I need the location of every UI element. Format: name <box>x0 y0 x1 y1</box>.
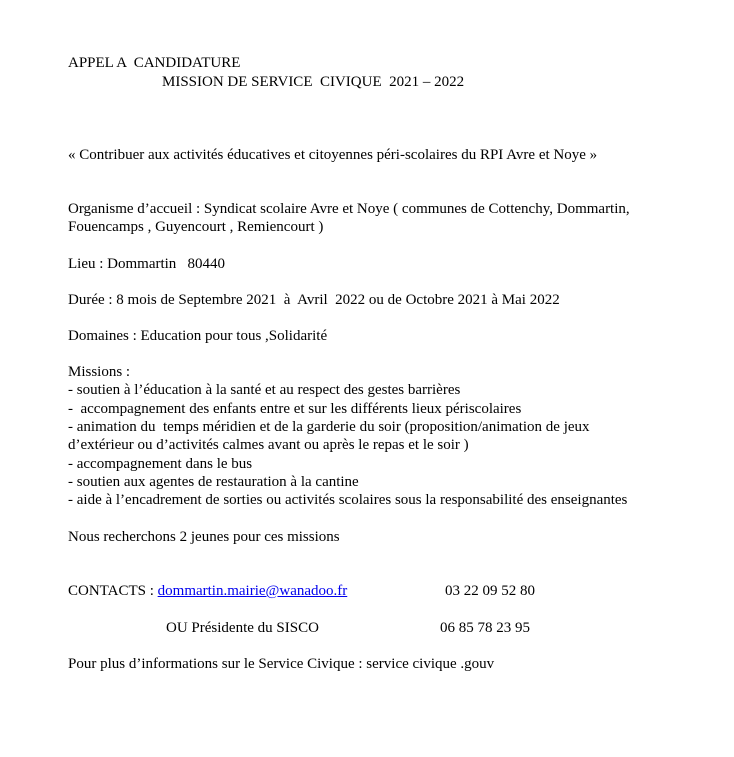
mission-item: - soutien aux agentes de restauration à la cantine <box>68 474 359 490</box>
domaines: Domaines : Education pour tous ,Solidarité <box>68 328 328 344</box>
header-subtitle: MISSION DE SERVICE CIVIQUE 2021 – 2022 <box>162 74 465 90</box>
mission-item: - accompagnement dans le bus <box>68 456 253 472</box>
contact-phone-2: 06 85 78 23 95 <box>440 620 530 636</box>
contacts-label: CONTACTS : <box>68 583 158 599</box>
intro-quote: « Contribuer aux activités éducatives et citoyennes péri-scolaires du RPI Avre et Noye » <box>68 147 598 163</box>
organisme-line-2: Fouencamps , Guyencourt , Remiencourt ) <box>68 219 324 235</box>
mission-item: - aide à l’encadrement de sorties ou activités scolaires sous la responsabilité des enseignantes <box>68 492 628 508</box>
contact-phone-1: 03 22 09 52 80 <box>445 583 535 599</box>
contact-alt-label: OU Présidente du SISCO <box>166 620 319 636</box>
recherche: Nous recherchons 2 jeunes pour ces missions <box>68 529 340 545</box>
lieu: Lieu : Dommartin 80440 <box>68 256 226 272</box>
header-title: APPEL A CANDIDATURE <box>68 55 241 71</box>
footer-info: Pour plus d’informations sur le Service Civique : service civique .gouv <box>68 656 495 672</box>
organisme-line-1: Organisme d’accueil : Syndicat scolaire Avre et Noye ( communes de Cottenchy, Dommartin, <box>68 201 630 217</box>
contact-email-link[interactable]: dommartin.mairie@wanadoo.fr <box>157 583 348 599</box>
mission-item-continuation: d’extérieur ou d’activités calmes avant ou après le repas et le soir ) <box>68 437 469 453</box>
missions-title: Missions : <box>68 364 131 380</box>
contacts-row <box>68 582 347 600</box>
mission-item: - animation du temps méridien et de la garderie du soir (proposition/animation de jeux <box>68 419 590 435</box>
mission-item: - accompagnement des enfants entre et sur les différents lieux périscolaires <box>68 401 522 417</box>
duree: Durée : 8 mois de Septembre 2021 à Avril 2022 ou de Octobre 2021 à Mai 2022 <box>68 292 560 308</box>
mission-item: - soutien à l’éducation à la santé et au respect des gestes barrières <box>68 382 461 398</box>
